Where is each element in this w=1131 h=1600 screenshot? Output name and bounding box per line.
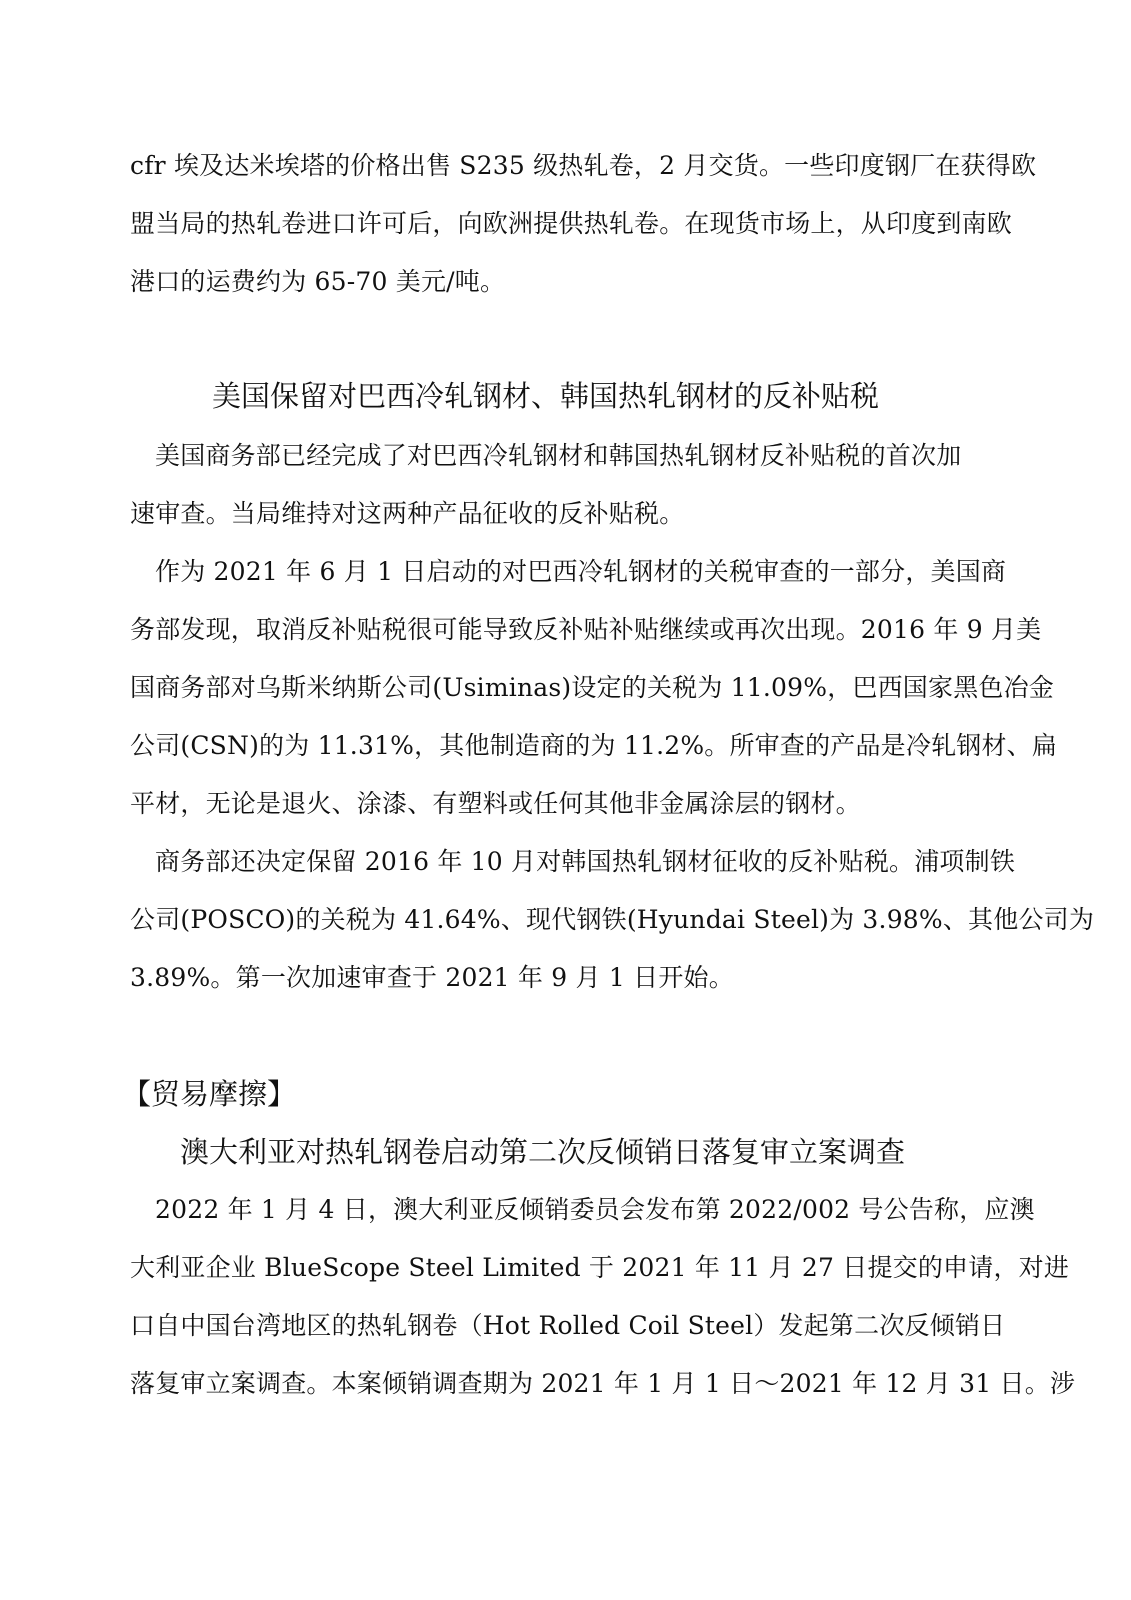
text-line: 平材，无论是退火、涂漆、有塑料或任何其他非金属涂层的钢材。 (130, 789, 861, 818)
text-line: 大利亚企业 BlueScope Steel Limited 于 2021 年 11 月 27 日提交的申请，对进 (130, 1253, 1070, 1282)
text-line: 公司(CSN)的为 11.31%，其他制造商的为 11.2%。所审查的产品是冷轧钢材、扁 (130, 731, 1058, 760)
section-tag-trade: 【贸易摩擦】 (122, 1077, 297, 1111)
text-line: 港口的运费约为 65-70 美元/吨。 (130, 267, 506, 296)
text-line: 速审查。当局维持对这两种产品征收的反补贴税。 (130, 499, 685, 528)
text-line: cfr 埃及达米埃塔的价格出售 S235 级热轧卷，2 月交货。一些印度钢厂在获得欧 (130, 151, 1037, 180)
text-line: 口自中国台湾地区的热轧钢卷（Hot Rolled Coil Steel）发起第二次反倾销日 (130, 1311, 1006, 1340)
text-line: 落复审立案调查。本案倾销调查期为 2021 年 1 月 1 日～2021 年 12 月 31 日。涉 (130, 1369, 1076, 1398)
text-line: 3.89%。第一次加速审查于 2021 年 9 月 1 日开始。 (130, 963, 734, 992)
text-line: 作为 2021 年 6 月 1 日启动的对巴西冷轧钢材的关税审查的一部分，美国商 (155, 557, 1007, 586)
text-line: 国商务部对乌斯米纳斯公司(Usiminas)设定的关税为 11.09%，巴西国家黑色冶金 (130, 673, 1055, 702)
text-line: 盟当局的热轧卷进口许可后，向欧洲提供热轧卷。在现货市场上，从印度到南欧 (130, 209, 1013, 238)
text-line: 公司(POSCO)的关税为 41.64%、现代钢铁(Hyundai Steel)为 3.98%、其他公司为 (130, 905, 1095, 934)
text-line: 务部发现，取消反补贴税很可能导致反补贴补贴继续或再次出现。2016 年 9 月美 (130, 615, 1042, 644)
text-line: 2022 年 1 月 4 日，澳大利亚反倾销委员会发布第 2022/002 号公告称，应澳 (155, 1195, 1035, 1224)
text-line: 商务部还决定保留 2016 年 10 月对韩国热轧钢材征收的反补贴税。浦项制铁 (155, 847, 1016, 876)
article-title-us: 美国保留对巴西冷轧钢材、韩国热轧钢材的反补贴税 (212, 379, 880, 413)
article-title-australia: 澳大利亚对热轧钢卷启动第二次反倾销日落复审立案调查 (180, 1135, 906, 1169)
text-line: 美国商务部已经完成了对巴西冷轧钢材和韩国热轧钢材反补贴税的首次加 (155, 441, 962, 470)
